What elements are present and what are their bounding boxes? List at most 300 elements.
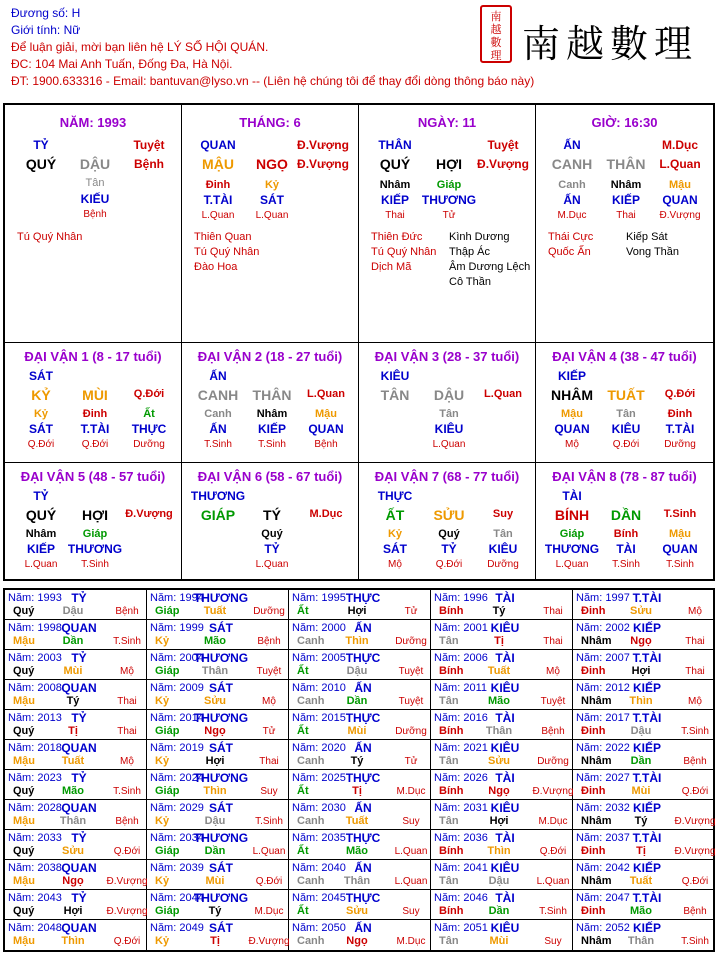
year-god: SÁT <box>209 621 233 635</box>
year-stage: Thai <box>543 636 563 647</box>
dai-van-stem: CANH <box>197 387 239 403</box>
year-label: Năm: 1996 <box>434 592 488 604</box>
star: Thiên Quan <box>194 231 252 243</box>
year-label: Năm: 2015 <box>292 712 346 724</box>
year-branch: Thìn <box>345 635 369 647</box>
year-stem: Mậu <box>13 755 35 767</box>
year-stem: Mậu <box>13 875 35 887</box>
year-cell <box>147 800 289 830</box>
year-stage: L.Quan <box>252 846 286 857</box>
pillar-branch: THÂN <box>606 156 646 172</box>
year-god: KIÊU <box>490 741 520 755</box>
hidden-god: QUAN <box>308 422 344 436</box>
year-stage: Thai <box>543 606 563 617</box>
brand-title: 南越數理 <box>522 22 699 66</box>
year-cell <box>289 650 431 680</box>
hidden-god: SÁT <box>29 422 53 436</box>
year-cell <box>5 650 147 680</box>
hidden-state: Q.Đới <box>81 439 109 450</box>
year-branch: Thân <box>627 935 655 947</box>
hidden-stem: Đinh <box>82 408 108 420</box>
contact-line-3: ĐT: 1900.633316 - Email: bantuvan@lyso.vn -- (Liên hệ chúng tôi để thay đổi dòng thông báo này) <box>11 74 535 88</box>
year-stem: Nhâm <box>581 935 612 947</box>
year-god: TÀI <box>495 771 515 785</box>
year-god: KIẾP <box>632 861 662 875</box>
branch-state: Bệnh <box>134 157 164 171</box>
star: Kiếp Sát <box>626 231 668 243</box>
year-label: Năm: 2022 <box>576 742 630 754</box>
year-cell <box>289 770 431 800</box>
dai-van-stem: QUÝ <box>25 507 57 523</box>
dai-van-title: ĐẠI VẬN 5 (48 - 57 tuổi) <box>20 469 166 484</box>
year-stage: Dưỡng <box>395 636 427 647</box>
year-stem: Quý <box>13 665 35 677</box>
year-label: Năm: 2004 <box>150 652 204 664</box>
year-label: Năm: 2011 <box>434 682 487 694</box>
year-stem: Đinh <box>581 905 606 917</box>
year-cell <box>573 590 713 620</box>
branch-state: Đ.Vượng <box>125 508 173 520</box>
year-label: Năm: 2045 <box>292 892 346 904</box>
year-stage: Suy <box>402 816 420 827</box>
year-cell <box>289 890 431 920</box>
year-stage: Q.Đới <box>113 846 141 857</box>
year-cell <box>573 710 713 740</box>
year-label: Năm: 2010 <box>292 682 346 694</box>
year-label: Năm: 2050 <box>292 922 346 934</box>
year-stem: Quý <box>13 605 35 617</box>
stars-left <box>548 230 593 260</box>
hidden-god: T.TÀI <box>80 422 110 436</box>
year-branch: Tý <box>66 695 80 707</box>
year-branch: Sửu <box>203 695 227 707</box>
branch-state: Đ.Vượng <box>477 157 529 171</box>
year-branch: Dần <box>488 905 510 917</box>
branch-state: Q.Đới <box>664 388 696 400</box>
year-stem: Ất <box>297 785 309 797</box>
hidden-state: Thai <box>616 210 636 221</box>
year-stem: Bính <box>439 725 464 737</box>
hidden-state: L.Quan <box>255 210 289 221</box>
year-label: Năm: 2038 <box>8 862 62 874</box>
hidden-god: KIÊU <box>434 422 464 436</box>
year-stem: Đinh <box>581 725 606 737</box>
year-stem: Tân <box>439 695 459 707</box>
hidden-stem: Canh <box>204 408 232 420</box>
year-stage: Thai <box>685 636 705 647</box>
year-cell <box>5 830 147 860</box>
year-god: KIẾP <box>632 741 662 755</box>
year-branch: Tị <box>636 845 646 857</box>
year-god: THỰC <box>345 891 381 905</box>
year-stage: Mộ <box>688 606 702 617</box>
hidden-god: T.TÀI <box>665 422 695 436</box>
year-cell <box>573 770 713 800</box>
year-stem: Nhâm <box>581 695 612 707</box>
year-stage: Q.Đới <box>539 846 567 857</box>
hidden-state: L.Quan <box>24 559 58 570</box>
year-stem: Tân <box>439 935 459 947</box>
year-god: QUAN <box>61 681 97 695</box>
branch-state: L.Quan <box>484 388 522 400</box>
year-stem: Bính <box>439 785 464 797</box>
hidden-god: TỶ <box>441 542 457 556</box>
year-branch: Mão <box>346 845 368 857</box>
dai-van-branch: TUẤT <box>607 387 645 403</box>
year-label: Năm: 2030 <box>292 802 346 814</box>
year-branch: Mùi <box>489 935 509 947</box>
hidden-god: ẤN <box>563 193 581 207</box>
star: Tú Quý Nhân <box>371 246 437 258</box>
hidden-state: Bệnh <box>314 439 338 450</box>
hidden-god: ẤN <box>209 422 227 436</box>
year-label: Năm: 1998 <box>8 622 62 634</box>
year-stem: Bính <box>439 605 464 617</box>
dai-van-stem: TÂN <box>380 387 410 403</box>
year-label: Năm: 1994 <box>150 592 204 604</box>
hidden-stem: Nhâm <box>256 408 288 420</box>
hidden-state: Mộ <box>388 559 402 570</box>
year-stage: L.Quan <box>394 876 428 887</box>
year-cell <box>573 650 713 680</box>
year-god: THỰC <box>345 651 381 665</box>
dai-van-branch: THÂN <box>252 387 292 403</box>
year-cell <box>573 800 716 830</box>
seal-stamp <box>480 5 512 63</box>
dai-van-god: KIÊU <box>380 369 410 383</box>
year-branch: Ngọ <box>488 785 510 797</box>
year-stem: Nhâm <box>581 635 612 647</box>
year-cell <box>573 890 713 920</box>
dai-van-stem: GIÁP <box>200 507 236 523</box>
year-stem: Quý <box>13 725 35 737</box>
year-stage: T.Sinh <box>113 786 141 797</box>
year-stem: Quý <box>13 845 35 857</box>
hidden-god: T.TÀI <box>203 193 233 207</box>
year-stem: Mậu <box>13 935 35 947</box>
year-stem: Bính <box>439 845 464 857</box>
year-cell <box>289 920 431 950</box>
year-stage: Thai <box>117 696 137 707</box>
branch-state: L.Quan <box>659 157 701 171</box>
year-branch: Ngọ <box>204 725 226 737</box>
hidden-stem: Tân <box>439 408 459 420</box>
year-cell <box>431 620 573 650</box>
pillar-title: NĂM: 1993 <box>59 115 127 130</box>
year-stage: M.Dục <box>254 906 284 917</box>
dai-van-stem: NHÂM <box>551 387 593 403</box>
year-god: ẤN <box>354 921 372 935</box>
year-branch: Hợi <box>489 815 509 827</box>
year-label: Năm: 1997 <box>576 592 630 604</box>
year-god: THƯƠNG <box>193 831 249 845</box>
pillar-god: TỶ <box>33 138 49 152</box>
year-stage: Tử <box>404 606 418 617</box>
year-stem: Giáp <box>155 725 180 737</box>
pillar-god: ẤN <box>563 138 581 152</box>
year-stem: Giáp <box>155 605 180 617</box>
hidden-state: T.Sinh <box>666 559 694 570</box>
year-cell <box>5 740 147 770</box>
star: Quốc Ấn <box>548 246 591 258</box>
year-stem: Canh <box>297 755 325 767</box>
year-label: Năm: 2028 <box>8 802 62 814</box>
year-branch: Hợi <box>631 665 651 677</box>
hidden-stem: Tân <box>493 528 513 540</box>
year-label: Năm: 2040 <box>292 862 346 874</box>
year-cell <box>147 920 289 950</box>
year-branch: Tuất <box>61 755 85 767</box>
hidden-state: Dưỡng <box>133 439 165 450</box>
year-cell <box>431 890 573 920</box>
year-stem: Nhâm <box>581 875 612 887</box>
hidden-god: SÁT <box>260 193 284 207</box>
year-stem: Tân <box>439 815 459 827</box>
year-stage: Q.Đới <box>113 936 141 947</box>
dai-van-stem: BÍNH <box>554 507 590 523</box>
year-stage: Suy <box>402 906 420 917</box>
year-stage: Q.Đới <box>681 786 709 797</box>
year-cell <box>147 710 289 740</box>
hidden-god: SÁT <box>383 542 407 556</box>
year-stage: T.Sinh <box>113 636 141 647</box>
dai-van-branch: DẬU <box>433 387 465 403</box>
year-stem: Giáp <box>155 785 180 797</box>
hidden-stem: Nhâm <box>610 179 642 191</box>
year-branch: Dần <box>204 845 226 857</box>
year-god: THỰC <box>345 711 381 725</box>
dai-van-god: ẤN <box>209 369 227 383</box>
year-cell <box>573 830 716 860</box>
hidden-god: KIẾP <box>611 193 641 207</box>
dai-van-branch: SỬU <box>433 507 465 523</box>
hidden-god: KIÊU <box>488 542 518 556</box>
year-cell <box>5 770 147 800</box>
year-label: Năm: 2001 <box>434 622 488 634</box>
year-label: Năm: 2027 <box>576 772 630 784</box>
year-stage: Tử <box>262 726 276 737</box>
year-label: Năm: 2014 <box>150 712 204 724</box>
dai-van-box <box>5 463 182 579</box>
hidden-stem: Giáp <box>82 528 108 540</box>
year-branch: Dậu <box>488 875 510 887</box>
year-god: TỶ <box>71 831 87 845</box>
year-branch: Hợi <box>347 605 367 617</box>
year-branch: Tị <box>68 725 78 737</box>
name-value: H <box>71 6 81 20</box>
year-label: Năm: 2029 <box>150 802 204 814</box>
pillar-stem: CANH <box>551 156 593 172</box>
year-label: Năm: 2025 <box>292 772 346 784</box>
year-branch: Dậu <box>630 725 652 737</box>
year-stem: Tân <box>439 875 459 887</box>
year-stem: Canh <box>297 935 325 947</box>
year-stage: Bệnh <box>257 636 281 647</box>
year-label: Năm: 2006 <box>434 652 488 664</box>
year-god: KIÊU <box>490 801 520 815</box>
year-stage: Mộ <box>120 666 134 677</box>
year-god: THƯƠNG <box>193 891 249 905</box>
year-stage: Tuyệt <box>540 696 566 707</box>
hidden-state: T.Sinh <box>204 439 232 450</box>
year-stage: Tuyệt <box>256 666 282 677</box>
year-label: Năm: 2036 <box>434 832 488 844</box>
year-cell <box>147 590 289 620</box>
hidden-god: KIẾP <box>26 542 56 556</box>
year-stage: M.Dục <box>396 936 426 947</box>
dai-van-box <box>5 343 182 463</box>
year-stage: Tử <box>404 756 418 767</box>
year-label: Năm: 2005 <box>292 652 346 664</box>
year-cell <box>431 830 573 860</box>
year-stem: Kỷ <box>155 635 170 647</box>
year-stem: Đinh <box>581 785 606 797</box>
dai-van-box <box>182 463 359 579</box>
hidden-state: L.Quan <box>432 439 466 450</box>
year-god: KIẾP <box>632 621 662 635</box>
hidden-god: QUAN <box>554 422 590 436</box>
year-stem: Canh <box>297 635 325 647</box>
year-label: Năm: 2034 <box>150 832 204 844</box>
year-cell <box>5 890 147 920</box>
year-stage: T.Sinh <box>681 936 709 947</box>
star: Kình Dương <box>449 231 510 243</box>
year-god: KIÊU <box>490 681 520 695</box>
year-stem: Giáp <box>155 665 180 677</box>
year-god: SÁT <box>209 681 233 695</box>
gender-value: Nữ <box>63 23 81 37</box>
star: Tú Quý Nhân <box>17 231 83 243</box>
year-god: QUAN <box>61 801 97 815</box>
year-god: THƯƠNG <box>193 711 249 725</box>
pillar-stem: QUÝ <box>379 156 411 172</box>
dai-van-title: ĐẠI VẬN 2 (18 - 27 tuổi) <box>197 349 343 364</box>
dai-van-god: KIẾP <box>557 369 587 383</box>
year-stem: Nhâm <box>581 755 612 767</box>
year-god: T.TÀI <box>632 771 662 785</box>
year-label: Năm: 1993 <box>8 592 62 604</box>
hidden-god: QUAN <box>662 193 698 207</box>
year-cell <box>431 800 573 830</box>
year-label: Năm: 2026 <box>434 772 488 784</box>
year-cell <box>289 680 431 710</box>
pillar-branch: HỢI <box>436 156 462 172</box>
hidden-god: TỶ <box>264 542 280 556</box>
year-cell <box>289 620 431 650</box>
pillar-hour <box>536 105 713 343</box>
year-god: T.TÀI <box>632 891 662 905</box>
year-branch: Ngọ <box>630 635 652 647</box>
year-branch: Dậu <box>204 815 226 827</box>
year-branch: Ngọ <box>346 935 368 947</box>
year-branch: Tuất <box>629 875 653 887</box>
year-label: Năm: 2003 <box>8 652 62 664</box>
year-branch: Tý <box>350 755 364 767</box>
year-god: KIÊU <box>490 621 520 635</box>
hidden-god: THƯƠNG <box>67 542 123 556</box>
year-stage: Đ.Vượng <box>532 786 574 797</box>
year-label: Năm: 2024 <box>150 772 204 784</box>
hidden-state: T.Sinh <box>258 439 286 450</box>
year-label: Năm: 1995 <box>292 592 346 604</box>
pillar-month <box>182 105 359 343</box>
year-branch: Tị <box>494 635 504 647</box>
hidden-god: KIẾP <box>257 422 287 436</box>
year-label: Năm: 2009 <box>150 682 204 694</box>
star: Cô Thần <box>449 276 491 288</box>
year-god: T.TÀI <box>632 711 662 725</box>
star: Thiên Đức <box>371 231 423 243</box>
hidden-stem: Nhâm <box>25 528 57 540</box>
year-label: Năm: 2008 <box>8 682 62 694</box>
year-god: QUAN <box>61 741 97 755</box>
dai-van-stem: KỶ <box>31 387 51 403</box>
year-cell <box>5 800 147 830</box>
dai-van-god: THỰC <box>377 489 413 503</box>
dai-van-title: ĐẠI VẬN 4 (38 - 47 tuổi) <box>552 349 697 364</box>
year-branch: Thân <box>59 815 87 827</box>
year-cell <box>147 860 289 890</box>
year-cell <box>5 590 147 620</box>
year-stage: Dưỡng <box>395 726 427 737</box>
hidden-stem: Mậu <box>669 528 691 540</box>
year-branch: Mão <box>62 785 84 797</box>
year-cell <box>5 920 147 950</box>
year-god: THỰC <box>345 591 381 605</box>
year-stage: Đ.Vượng <box>674 846 716 857</box>
year-stage: Mộ <box>546 666 560 677</box>
year-god: ẤN <box>354 861 372 875</box>
pillar-stage: Tuyệt <box>487 138 519 152</box>
dai-van-stem: ẤT <box>385 507 405 523</box>
year-god: ẤN <box>354 801 372 815</box>
branch-state: Đ.Vượng <box>297 157 349 171</box>
year-cell <box>431 770 573 800</box>
year-god: THỰC <box>345 831 381 845</box>
year-cell <box>5 680 147 710</box>
hidden-stem: Giáp <box>436 179 462 191</box>
year-god: KIẾP <box>632 921 662 935</box>
year-cell <box>147 770 289 800</box>
branch-state: Suy <box>492 508 514 520</box>
year-label: Năm: 2013 <box>8 712 62 724</box>
hidden-state: T.Sinh <box>81 559 109 570</box>
hidden-state: Q.Đới <box>27 439 55 450</box>
year-branch: Mùi <box>63 665 83 677</box>
year-god: SÁT <box>209 921 233 935</box>
year-god: SÁT <box>209 741 233 755</box>
pillar-branch: NGỌ <box>256 156 288 172</box>
year-branch: Tị <box>210 935 220 947</box>
year-stage: Đ.Vượng <box>674 816 716 827</box>
year-stem: Ất <box>297 665 309 677</box>
year-god: T.TÀI <box>632 651 662 665</box>
stars-right <box>626 230 679 260</box>
hidden-god: KIẾU <box>80 192 110 206</box>
year-stem: Canh <box>297 815 325 827</box>
hidden-stem: Tân <box>616 408 636 420</box>
year-label: Năm: 2032 <box>576 802 630 814</box>
hidden-stem: Mậu <box>315 408 337 420</box>
year-stem: Kỷ <box>155 875 170 887</box>
star: Thái Cực <box>548 231 594 243</box>
year-stem: Tân <box>439 635 459 647</box>
year-god: TÀI <box>495 891 515 905</box>
year-stage: Tuyệt <box>398 696 424 707</box>
pillar-year <box>5 105 182 343</box>
star: Tú Quý Nhân <box>194 246 260 258</box>
hidden-god: THƯƠNG <box>421 193 477 207</box>
